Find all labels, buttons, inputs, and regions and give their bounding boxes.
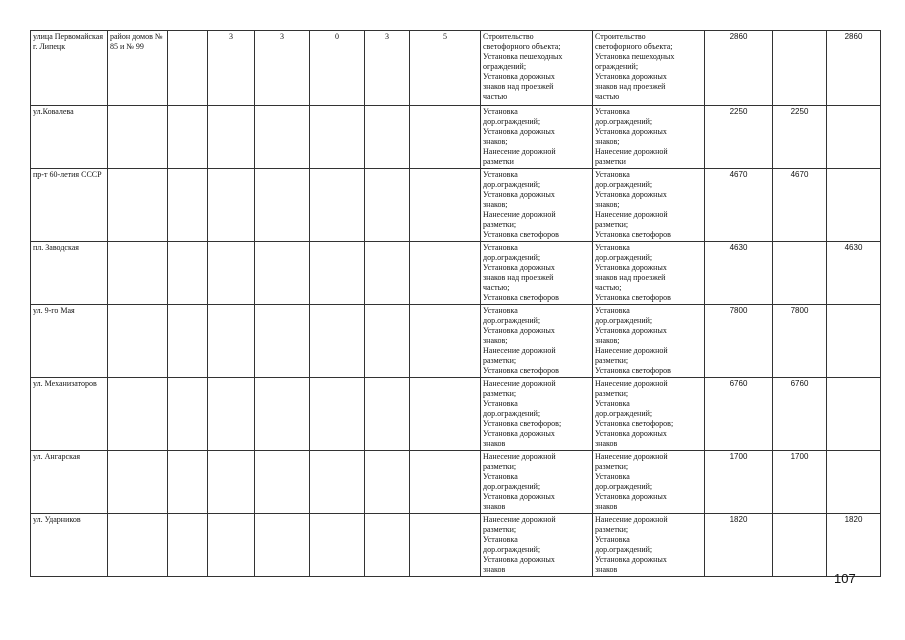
cost-cell: 4670 [705, 169, 773, 242]
district-cell [108, 305, 168, 378]
count-cell [208, 451, 255, 514]
cost-cell-2 [773, 514, 827, 577]
district-cell [108, 242, 168, 305]
count-cell [365, 106, 410, 169]
cost-cell-2: 1700 [773, 451, 827, 514]
street-cell: пл. Заводская [31, 242, 108, 305]
count-cell [310, 169, 365, 242]
empty-cell [168, 514, 208, 577]
count-cell [310, 514, 365, 577]
count-cell: 3 [255, 31, 310, 106]
count-cell [208, 514, 255, 577]
empty-cell [168, 242, 208, 305]
completed-works-cell: Нанесение дорожной разметки; Установка дор.ограждений; Установка дорожных знаков [593, 451, 705, 514]
count-cell [410, 169, 481, 242]
page-number: 107 [834, 571, 856, 586]
district-cell [108, 451, 168, 514]
count-cell [255, 305, 310, 378]
count-cell [208, 242, 255, 305]
count-cell [410, 378, 481, 451]
cost-cell: 2860 [705, 31, 773, 106]
count-cell [410, 242, 481, 305]
street-cell: ул. Механизаторов [31, 378, 108, 451]
planned-works-cell: Нанесение дорожной разметки; Установка дор.ограждений; Установка светофоров; Установка дорожных знаков [481, 378, 593, 451]
count-cell [410, 305, 481, 378]
count-cell [365, 378, 410, 451]
planned-works-cell: Нанесение дорожной разметки; Установка дор.ограждений; Установка дорожных знаков [481, 451, 593, 514]
table-row [31, 514, 881, 577]
empty-cell [168, 451, 208, 514]
cost-cell: 6760 [705, 378, 773, 451]
count-cell [208, 378, 255, 451]
cost-cell-3 [827, 378, 881, 451]
district-cell [108, 169, 168, 242]
cost-cell-2 [773, 242, 827, 305]
table-row [31, 451, 881, 514]
empty-cell [168, 169, 208, 242]
cost-cell-3 [827, 106, 881, 169]
empty-cell [168, 106, 208, 169]
count-cell [365, 305, 410, 378]
count-cell [365, 451, 410, 514]
cost-cell-2: 2250 [773, 106, 827, 169]
count-cell [255, 169, 310, 242]
cost-cell-3 [827, 305, 881, 378]
count-cell [310, 378, 365, 451]
count-cell [208, 169, 255, 242]
cost-cell-3: 4630 [827, 242, 881, 305]
count-cell [255, 451, 310, 514]
street-cell: ул. Ударников [31, 514, 108, 577]
planned-works-cell: Установка дор.ограждений; Установка дорожных знаков; Нанесение дорожной разметки [481, 106, 593, 169]
count-cell: 3 [365, 31, 410, 106]
road-safety-table [30, 30, 881, 577]
empty-cell [168, 378, 208, 451]
count-cell [410, 514, 481, 577]
count-cell [310, 305, 365, 378]
count-cell: 5 [410, 31, 481, 106]
cost-cell: 1820 [705, 514, 773, 577]
table-row [31, 106, 881, 169]
table-row [31, 242, 881, 305]
count-cell: 0 [310, 31, 365, 106]
completed-works-cell: Установка дор.ограждений; Установка дорожных знаков; Нанесение дорожной разметки; Установка светофоров [593, 305, 705, 378]
completed-works-cell: Строительство светофорного объекта; Установка пешеходных ограждений; Установка дорожных знаков над проезжей частью [593, 31, 705, 106]
district-cell [108, 106, 168, 169]
count-cell [410, 106, 481, 169]
cost-cell: 1700 [705, 451, 773, 514]
count-cell [310, 242, 365, 305]
count-cell [208, 106, 255, 169]
table-row [31, 378, 881, 451]
completed-works-cell: Нанесение дорожной разметки; Установка дор.ограждений; Установка светофоров; Установка дорожных знаков [593, 378, 705, 451]
completed-works-cell: Установка дор.ограждений; Установка дорожных знаков над проезжей частью; Установка светофоров [593, 242, 705, 305]
cost-cell-2: 7800 [773, 305, 827, 378]
cost-cell-2 [773, 31, 827, 106]
cost-cell-3 [827, 169, 881, 242]
table-row [31, 169, 881, 242]
cost-cell-3 [827, 451, 881, 514]
district-cell: район домов № 85 и № 99 [108, 31, 168, 106]
planned-works-cell: Нанесение дорожной разметки; Установка дор.ограждений; Установка дорожных знаков [481, 514, 593, 577]
street-cell: ул.Ковалева [31, 106, 108, 169]
count-cell [255, 242, 310, 305]
completed-works-cell: Нанесение дорожной разметки; Установка дор.ограждений; Установка дорожных знаков [593, 514, 705, 577]
planned-works-cell: Установка дор.ограждений; Установка дорожных знаков; Нанесение дорожной разметки; Установка светофоров [481, 305, 593, 378]
count-cell [255, 378, 310, 451]
planned-works-cell: Установка дор.ограждений; Установка дорожных знаков; Нанесение дорожной разметки; Установка светофоров [481, 169, 593, 242]
count-cell [208, 305, 255, 378]
count-cell [310, 106, 365, 169]
cost-cell: 4630 [705, 242, 773, 305]
count-cell [255, 106, 310, 169]
cost-cell: 7800 [705, 305, 773, 378]
cost-cell: 2250 [705, 106, 773, 169]
cost-cell-2: 6760 [773, 378, 827, 451]
count-cell [310, 451, 365, 514]
completed-works-cell: Установка дор.ограждений; Установка дорожных знаков; Нанесение дорожной разметки [593, 106, 705, 169]
planned-works-cell: Строительство светофорного объекта; Установка пешеходных ограждений; Установка дорожных знаков над проезжей частью [481, 31, 593, 106]
count-cell [255, 514, 310, 577]
table-row [31, 305, 881, 378]
cost-cell-2: 4670 [773, 169, 827, 242]
count-cell [365, 514, 410, 577]
empty-cell [168, 31, 208, 106]
count-cell [365, 169, 410, 242]
district-cell [108, 378, 168, 451]
completed-works-cell: Установка дор.ограждений; Установка дорожных знаков; Нанесение дорожной разметки; Установка светофоров [593, 169, 705, 242]
district-cell [108, 514, 168, 577]
street-cell: улица Первомайская г. Липецк [31, 31, 108, 106]
street-cell: пр-т 60-летия СССР [31, 169, 108, 242]
street-cell: ул. Ангарская [31, 451, 108, 514]
cost-cell-3: 1820 [827, 514, 881, 577]
count-cell: 3 [208, 31, 255, 106]
planned-works-cell: Установка дор.ограждений; Установка дорожных знаков над проезжей частью; Установка светофоров [481, 242, 593, 305]
table-row [31, 31, 881, 106]
empty-cell [168, 305, 208, 378]
count-cell [365, 242, 410, 305]
street-cell: ул. 9-го Мая [31, 305, 108, 378]
count-cell [410, 451, 481, 514]
cost-cell-3: 2860 [827, 31, 881, 106]
